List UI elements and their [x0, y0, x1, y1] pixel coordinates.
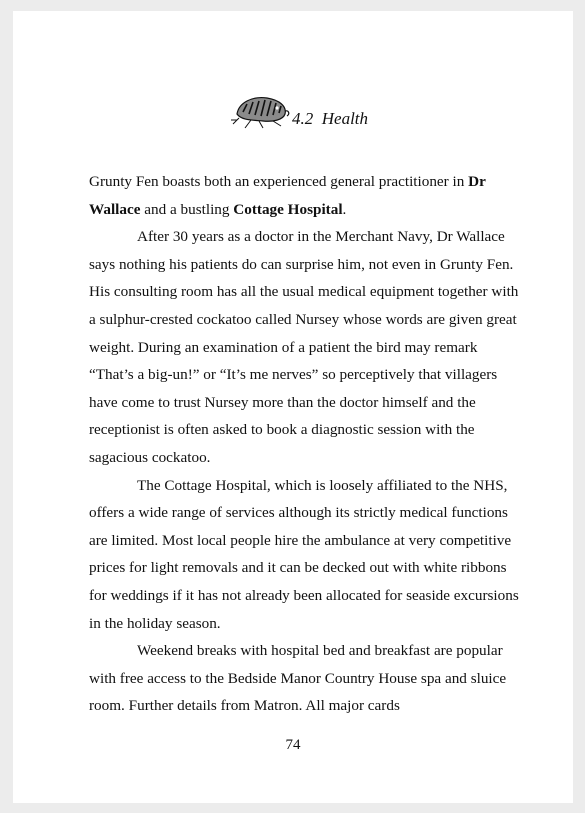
- paragraph-text: Weekend breaks with hospital bed and breakfast are popular with free access to the Bedside Manor Country House spa and sluice room. Further details from Matron. All major cards: [89, 642, 507, 715]
- paragraph-text: The Cottage Hospital, which is loosely affiliated to the NHS, offers a wide range of services although its strictly medical functions are limited. Most local people hire the ambulance at very competitive prices for light removals and it can be decked out with white ribbons for weddings if it has not already been allocated for seaside excursions in the holiday season.: [89, 476, 519, 632]
- page-number: 74: [285, 737, 301, 753]
- paragraph-text: and a bustling: [140, 200, 234, 218]
- section-heading: [229, 84, 368, 130]
- paragraph: [89, 223, 519, 471]
- stethoscope-sketch-icon: [229, 84, 291, 130]
- book-page: [13, 11, 573, 803]
- bold-term: Cottage Hospital: [233, 200, 343, 218]
- paragraph: [89, 637, 519, 720]
- paragraph: [89, 472, 519, 638]
- bold-term: Dr Wallace: [89, 173, 486, 218]
- section-title-text: Health: [321, 109, 369, 128]
- section-number: 4.2: [292, 109, 314, 128]
- paragraph-text: .: [342, 200, 347, 218]
- paragraph-text: After 30 years as a doctor in the Merchant Navy, Dr Wallace says nothing his patients do can surprise him, not even in Grunty Fen. His consulting room has all the usual medical equipment together with a sulphur-crested cockatoo called Nursey whose words are given great weight. During an examination of a patient the bird may remark “That’s a big-un!” or “It’s me nerves” so perceptively that villagers have come to trust Nursey more than the doctor himself and the receptionist is often asked to book a diagnostic session with the sagacious cockatoo.: [89, 228, 519, 466]
- paragraph-text: Grunty Fen boasts both an experienced general practitioner in: [89, 173, 469, 190]
- section-title: [292, 109, 368, 129]
- paragraph: [89, 168, 519, 223]
- body-text: [89, 168, 519, 720]
